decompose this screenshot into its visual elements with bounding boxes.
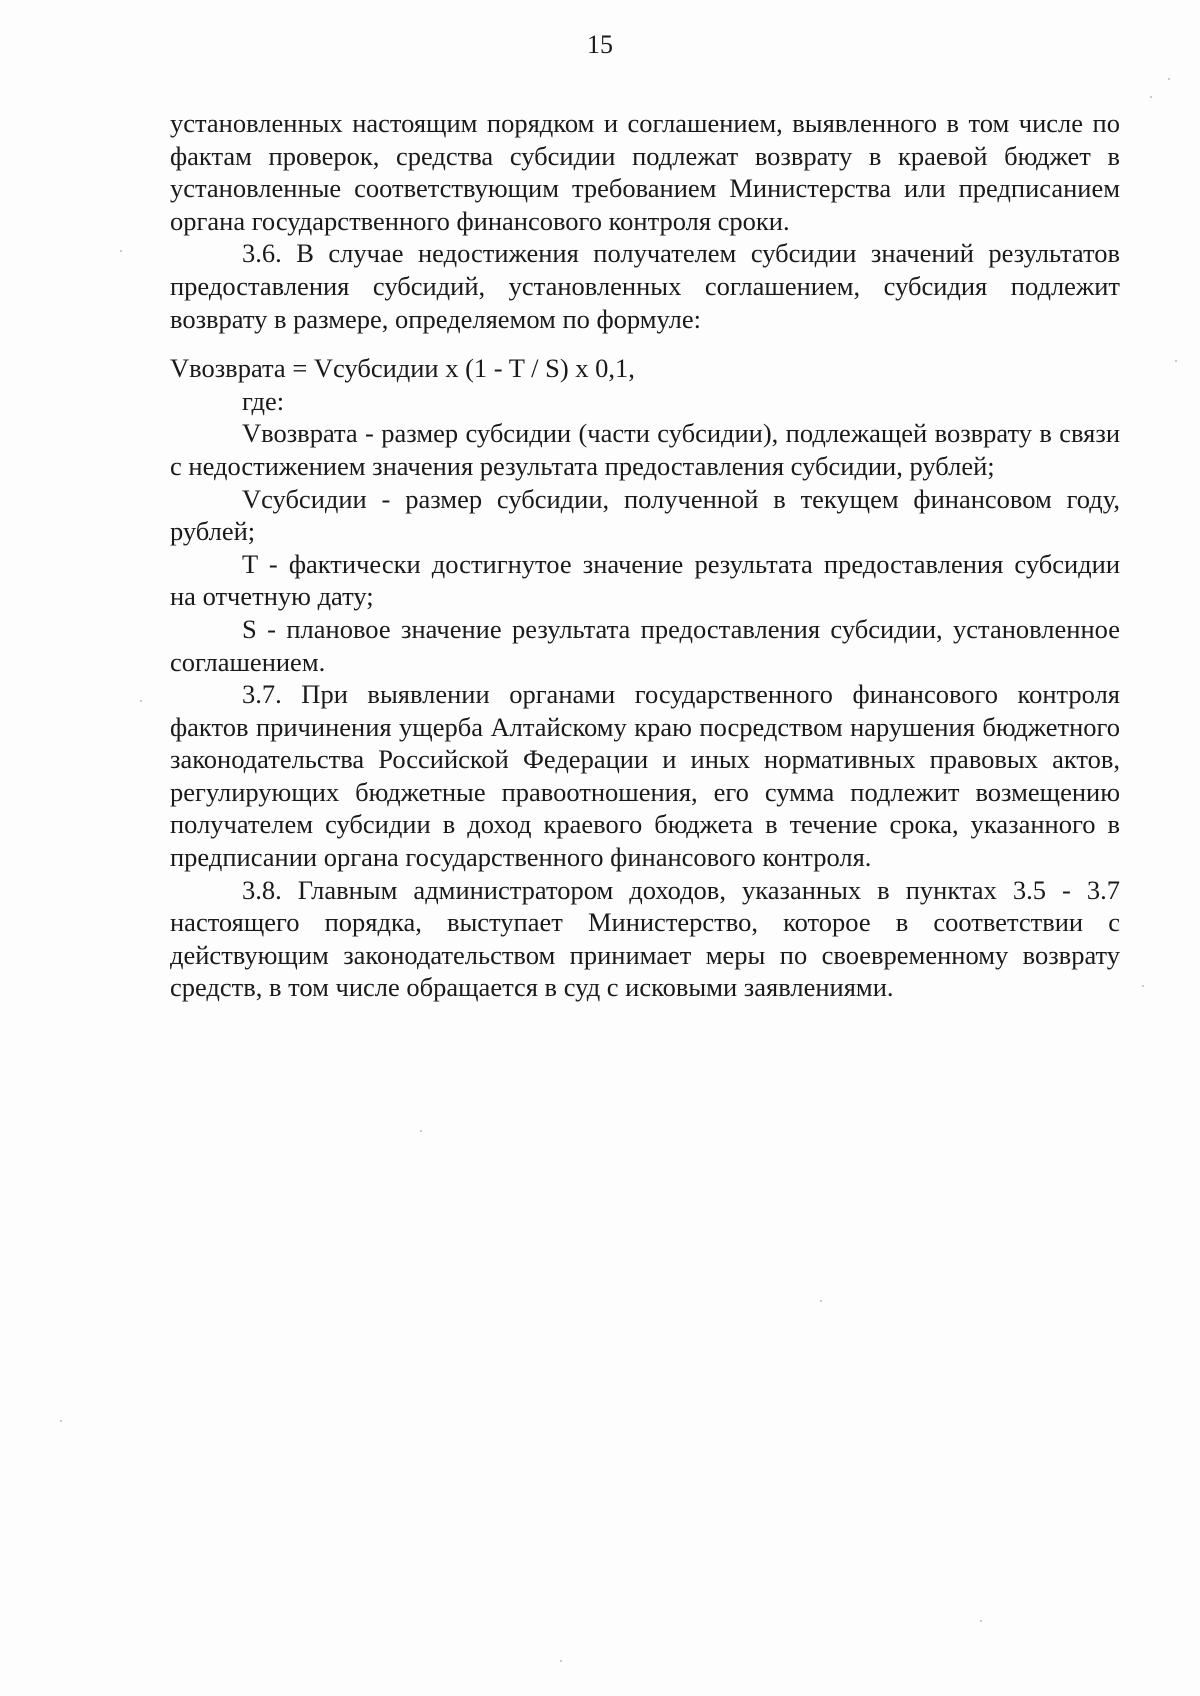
definition-v-subsidy: Vсубсидии - размер субсидии, полученной в текущем финансовом году, рублей;	[170, 483, 1120, 547]
scan-speck	[820, 1300, 822, 1302]
definition-t: T - фактически достигнутое значение результата предоставления субсидии на отчетную дату;	[170, 548, 1120, 612]
paragraph-3-7: 3.7. При выявлении органами государственного финансового контроля фактов причинения ущерба Алтайскому краю посредством нарушения бюджетного законодательства Российской Федерации и иных нормативных правовых актов, регулирующих бюджетные правоотношения, его сумма подлежит возмещению получателем субсидии в доход краевого бюджета в течение срока, указанного в предписании органа государственного финансового контроля.	[170, 679, 1120, 873]
scan-speck	[980, 1620, 982, 1622]
scan-speck	[560, 1660, 562, 1662]
scan-speck	[420, 1130, 422, 1132]
scan-speck	[140, 700, 142, 702]
paragraph-continuation: установленных настоящим порядком и соглашением, выявленного в том числе по фактам проверок, средства субсидии подлежат возврату в краевой бюджет в установленные соответствующим требованием Министерства или предписанием органа государственного финансового контроля сроки.	[170, 108, 1120, 236]
scan-speck	[120, 250, 122, 252]
scan-speck	[1142, 985, 1144, 987]
where-label: где:	[242, 385, 285, 416]
document-body	[170, 107, 1120, 1004]
definition-s: S - плановое значение результата предоставления субсидии, установленное соглашением.	[170, 613, 1120, 677]
formula: Vвозврата = Vсубсидии x (1 - T / S) x 0,1,	[170, 353, 635, 384]
paragraph-3-6: 3.6. В случае недостижения получателем субсидии значений результатов предоставления субсидий, установленных соглашением, субсидия подлежит возврату в размере, определяемом по формуле:	[170, 238, 1120, 334]
scan-speck	[60, 1420, 62, 1422]
scan-speck	[1175, 360, 1177, 362]
scan-speck	[1150, 96, 1152, 98]
paragraph-3-8: 3.8. Главным администратором доходов, указанных в пунктах 3.5 - 3.7 настоящего порядка, выступает Министерство, которое в соответствии с действующим законодательством принимает меры по своевременному возврату средств, в том числе обращается в суд с исковыми заявлениями.	[170, 874, 1120, 1003]
scan-speck	[1168, 78, 1170, 80]
page-number: 15	[587, 30, 613, 59]
definition-v-return: Vвозврата - размер субсидии (части субсидии), подлежащей возврату в связи с недостижением значения результата предоставления субсидии, рублей;	[170, 418, 1120, 481]
